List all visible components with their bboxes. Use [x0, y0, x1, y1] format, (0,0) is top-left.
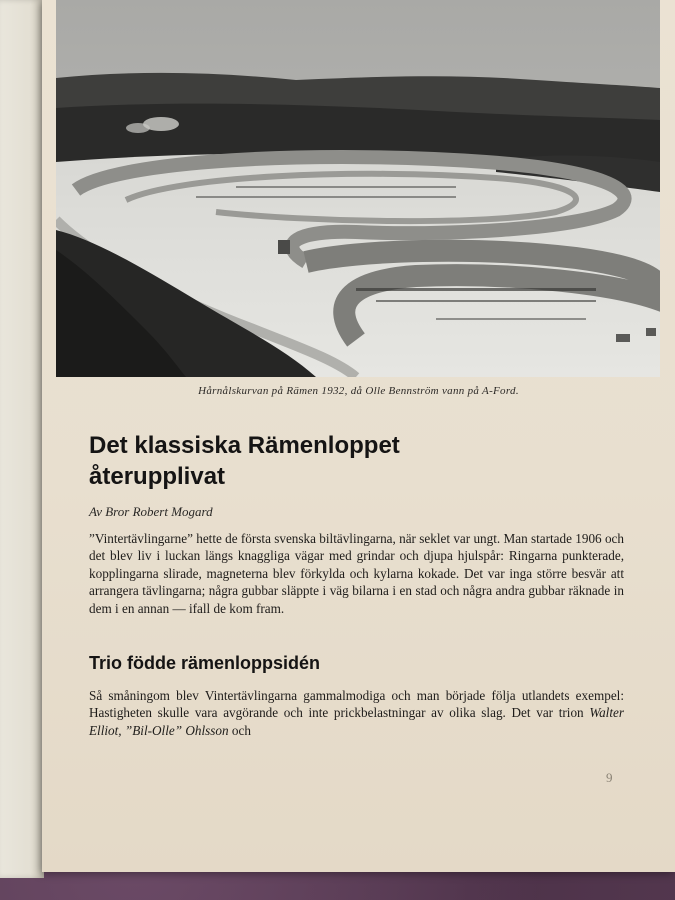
- photo-caption: Hårnålskurvan på Rämen 1932, då Olle Bennström vann på A-Ford.: [198, 385, 519, 397]
- paragraph-2: [89, 687, 624, 739]
- page-number: 9: [606, 770, 613, 785]
- person-name-2: ”Bil-Olle” Ohlsson: [124, 722, 229, 738]
- article-title: [89, 430, 629, 492]
- person-name-1: Walter Elliot,: [89, 705, 624, 738]
- left-page-edge: [0, 0, 44, 878]
- subheading: Trio födde rämenloppsidén: [89, 653, 321, 673]
- paragraph-2-end: och: [231, 722, 251, 738]
- race-track-photo: [56, 0, 660, 377]
- paragraph-1: ”Vintertävlingarne” hette de första svenska biltävlingarna, när seklet var ungt. Man startade 1906 och det blev liv i luckan längs knaggliga vägar med grindar och djupa hjulspår: Ringarna punkterade, kopplingarna slirade, magneterna blev förkylda och kylarna kokade. Det var inga större besvär att arrangera tävlingarna; några gubbar släppte i väg bilarna i en stad och några andra gubbar räknade in dem i en annan — ifall de kom fram.: [89, 531, 624, 616]
- title-line-1: Det klassiska Rämenloppet: [89, 432, 400, 459]
- paragraph-2-start: Så småningom blev Vintertävlingarna gammalmodiga och man började följa utlandets exempel: Hastigheten skulle vara avgörande och inte prickbelastningar av olika slag. Det var trion: [89, 688, 624, 721]
- article-byline: Av Bror Robert Mogard: [89, 504, 213, 519]
- magazine-page: [42, 0, 675, 872]
- title-line-2: återupplivat: [89, 463, 226, 490]
